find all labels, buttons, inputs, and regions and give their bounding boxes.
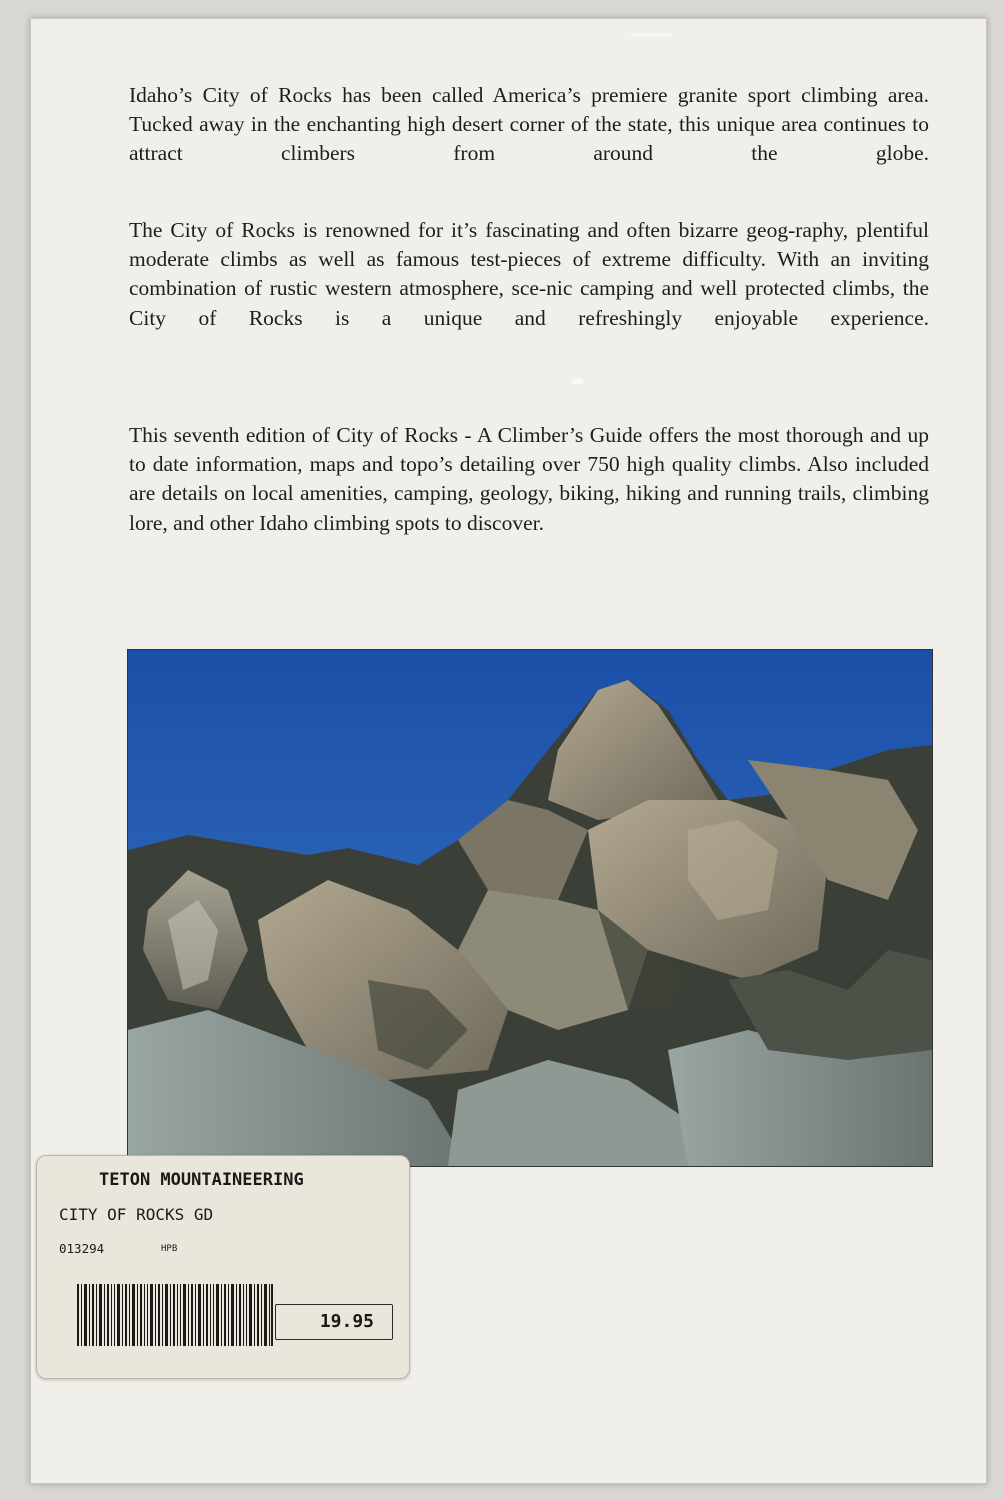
price-sticker	[36, 1155, 410, 1379]
cover-wear-mark	[571, 379, 583, 384]
cover-photo-granite-peaks	[127, 649, 933, 1167]
sticker-item-title: CITY OF ROCKS GD	[59, 1205, 214, 1224]
cover-wear-mark	[631, 33, 671, 36]
sticker-store-name: TETON MOUNTAINEERING	[99, 1170, 304, 1190]
barcode-icon	[77, 1284, 273, 1346]
sticker-sku: 013294	[59, 1241, 105, 1256]
sticker-code: HPB	[161, 1244, 178, 1254]
blurb-paragraph-3: This seventh edition of City of Rocks - A Climber’s Guide offers the most thorough and up to date information, maps and topo’s detailing over 750 high quality climbs. Also included are details on local amenities, camping, geology, biking, hiking and running trails, climbing lore, and other Idaho climbing spots to discover.	[129, 423, 929, 535]
blurb-paragraph-2: The City of Rocks is renowned for it’s fascinating and often bizarre geog-raphy, plentiful moderate climbs as well as famous test-pieces of extreme difficulty. With an inviting combination of rustic western atmosphere, sce-nic camping and well protected climbs, the City of Rocks is a unique and refreshingly enjoyable experience.	[129, 218, 929, 330]
sticker-price: 19.95	[319, 1311, 374, 1332]
sticker-price-box	[275, 1304, 393, 1340]
blurb-paragraph-1: Idaho’s City of Rocks has been called America’s premiere granite sport climbing area. Tucked away in the enchanting high desert corner of the state, this unique area continues to attract climbers from around the globe.	[129, 83, 929, 166]
